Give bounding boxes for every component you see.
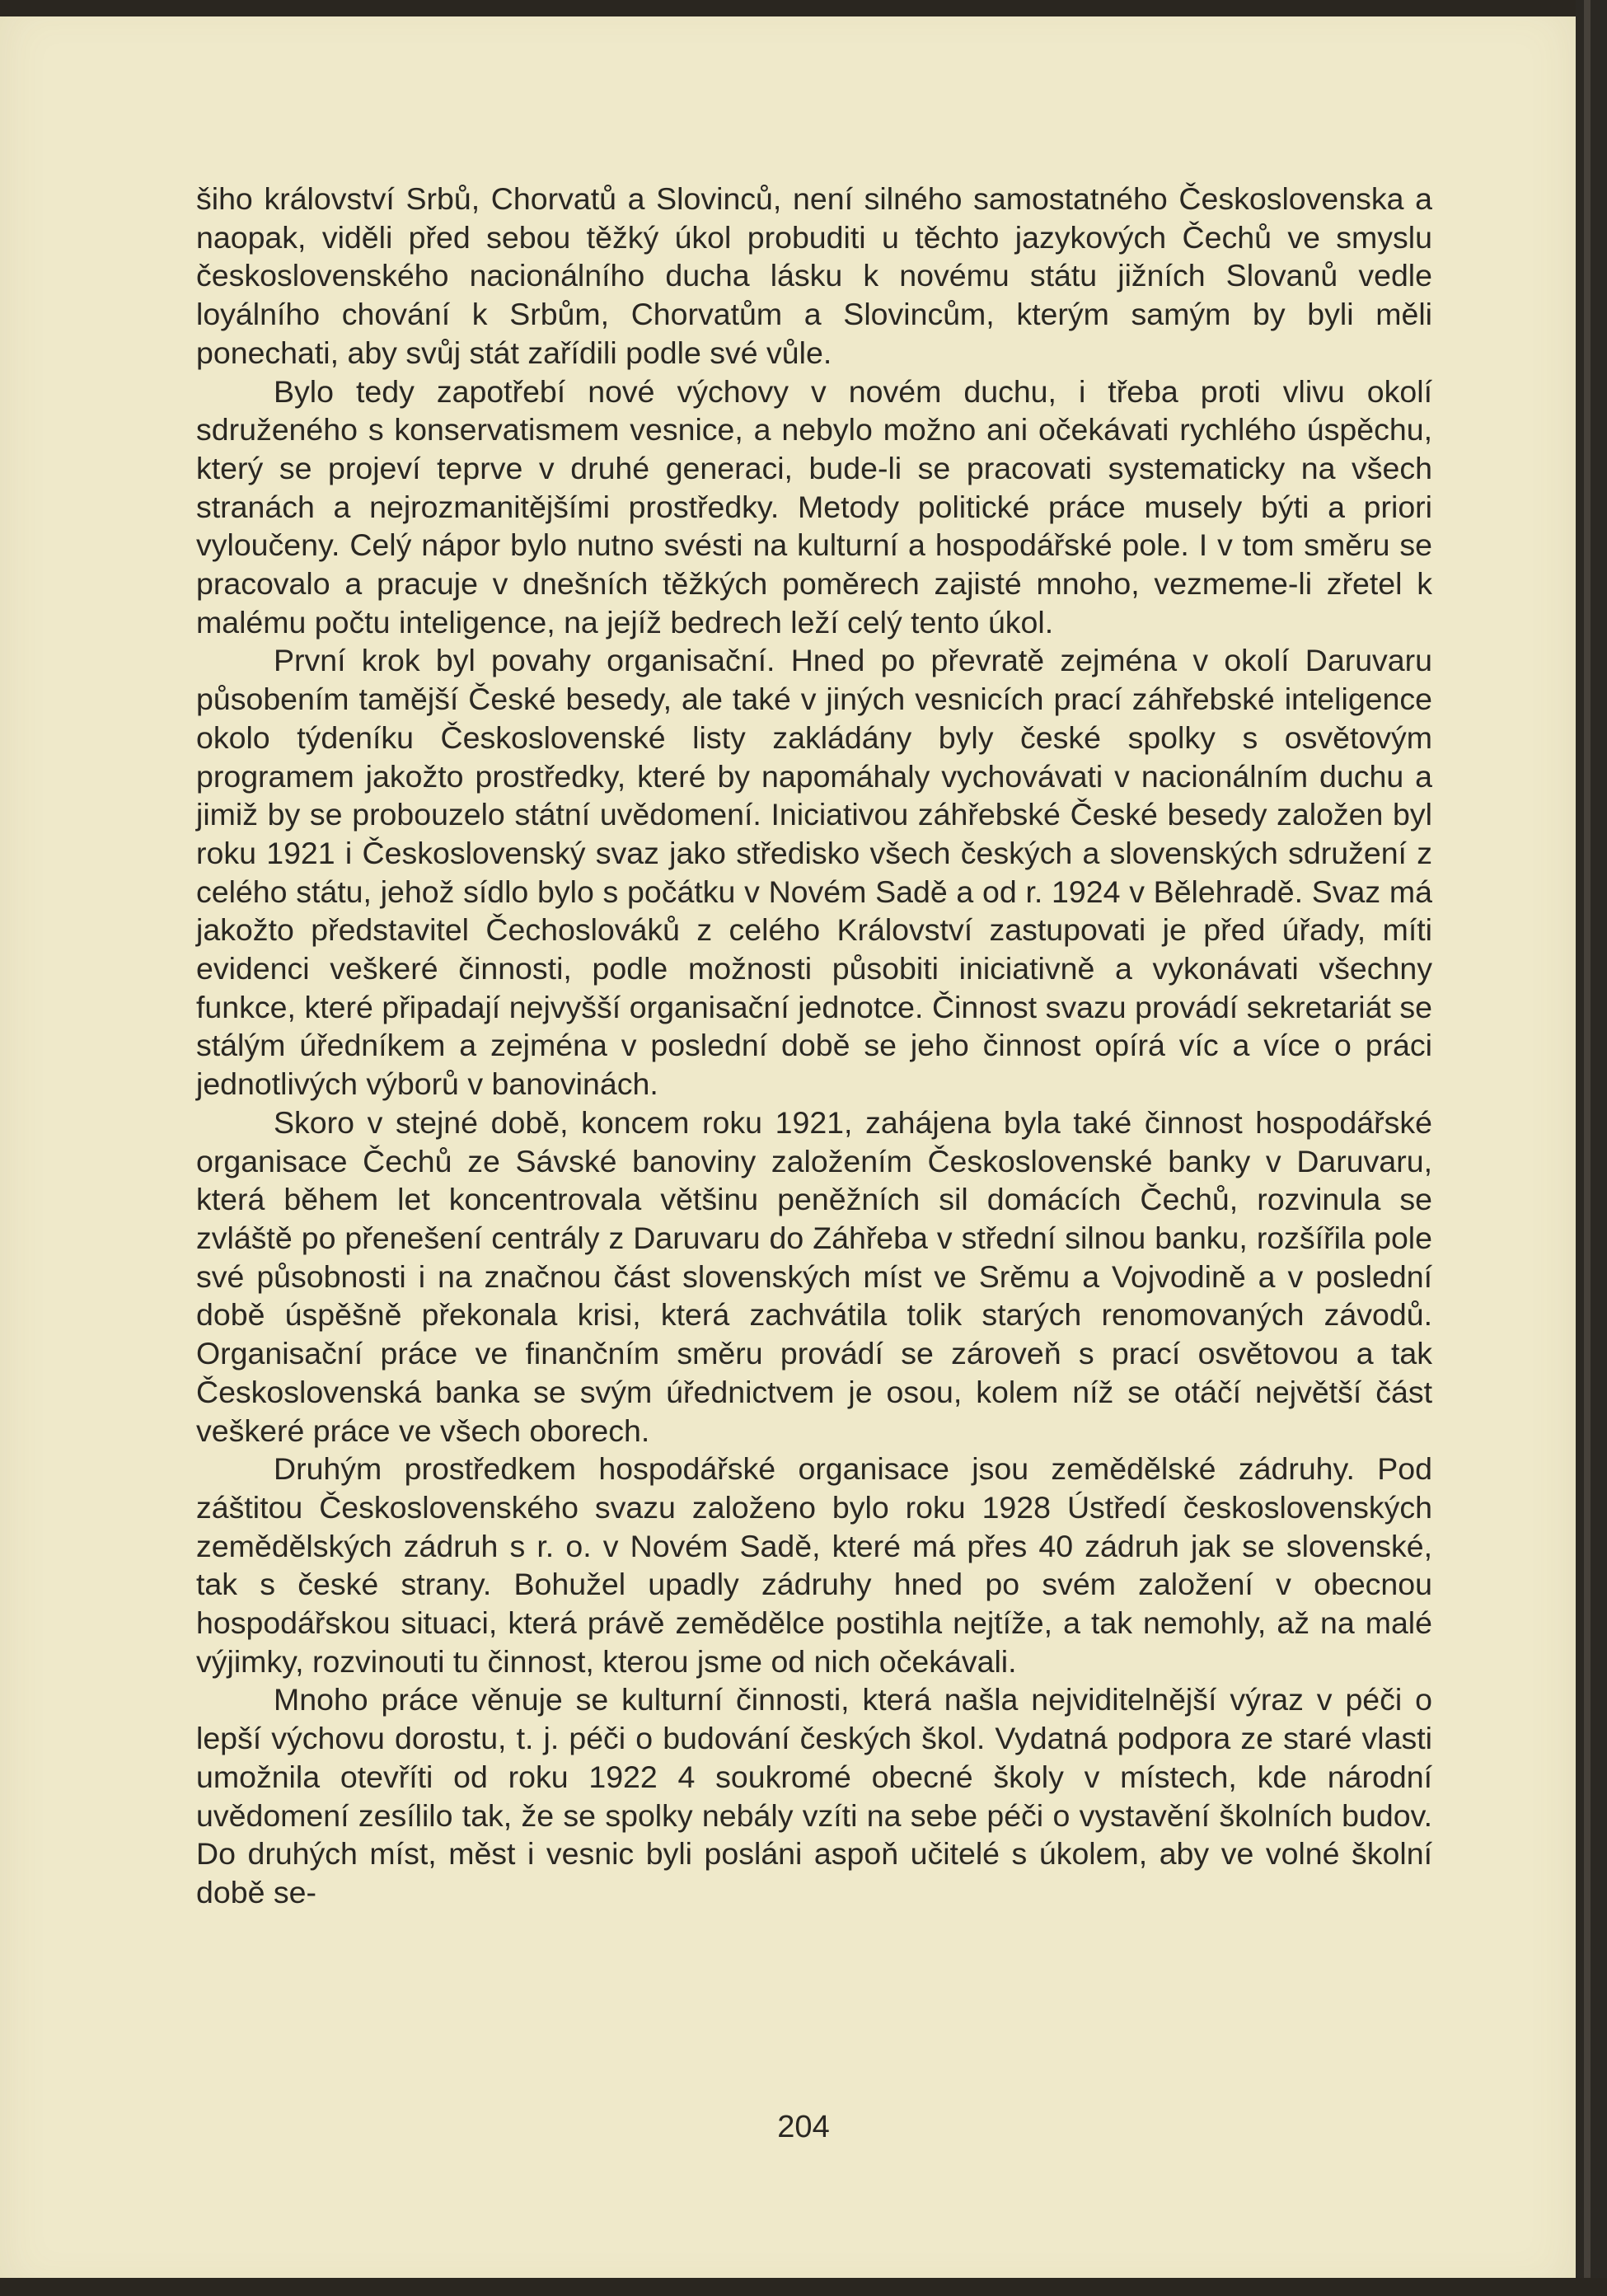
paragraph-2: Bylo tedy zapotřebí nové výchovy v novém duchu, i třeba proti vlivu okolí sdruženého s konservatismem vesnice, a nebylo možno ani očekávati rychlého úspěchu, který se projeví teprve v druhé generaci, bude-li se pracovati systematicky na všech stranách a nejrozmanitějšími prostředky. Metody politické práce musely býti a priori vyloučeny. Celý nápor bylo nutno svésti na kulturní a hospodářské pole. I v tom směru se pracovalo a pracuje v dnešních těžkých poměrech zajisté mnoho, vezmeme-li zřetel k malému počtu inteligence, na jejíž bedrech leží celý tento úkol. xyxy=(196,373,1432,640)
paragraph-4: Skoro v stejné době, koncem roku 1921, zahájena byla také činnost hospodářské organisace Čechů ze Sávské banoviny založením Československé banky v Daruvaru, která během let koncentrovala většinu peněžních sil domácích Čechů, rozvinula se zvláště po přenešení centrály z Daruvaru do Záhřeba v střední silnou banku, rozšířila pole své působnosti i na značnou část slovenských míst ve Srěmu a Vojvodině a v poslední době úspěšně překonala krisi, která zachvátila tolik starých renomovaných závodů. Organisační práce ve finančním směru provádí se zároveň s prací osvětovou a tak Československá banka se svým úřednictvem je osou, kolem níž se otáčí největší část veškeré práce ve všech oborech. xyxy=(196,1104,1432,1448)
scan-right-border xyxy=(1576,0,1607,2296)
scan-bottom-border xyxy=(0,2278,1607,2296)
page-edge-strip xyxy=(1584,0,1591,2296)
paragraph-1: šiho království Srbů, Chorvatů a Slovinců, není silného samostatného Československa a naopak, viděli před sebou těžký úkol probuditi u těchto jazykových Čechů ve smyslu československého nacionálního ducha lásku k novému státu jižních Slovanů vedle loyálního chování k Srbům, Chorvatům a Slovincům, kterým samým by byli měli ponechati, aby svůj stát zařídili podle své vůle. xyxy=(196,181,1432,370)
scan-top-border xyxy=(0,0,1607,16)
paragraph-5: Druhým prostředkem hospodářské organisace jsou zemědělské zádruhy. Pod záštitou Československého svazu založeno bylo roku 1928 Ústředí československých zemědělských zádruh s r. o. v Novém Sadě, které má přes 40 zádruh jak se slovenské, tak s české strany. Bohužel upadly zádruhy hned po svém založení v obecnou hospodářskou situaci, která právě zemědělce postihla nejtíže, a tak nemohly, až na malé výjimky, rozvinouti tu činnost, kterou jsme od nich očekávali. xyxy=(196,1451,1432,1679)
paragraph-6: Mnoho práce věnuje se kulturní činnosti, která našla nejviditelnější výraz v péči o lepší výchovu dorostu, t. j. péči o budování českých škol. Vydatná podpora ze staré vlasti umožnila otevříti od roku 1922 4 soukromé obecné školy v místech, kde národní uvědomení zesílilo tak, že se spolky nebály vzíti na sebe péči o vystavění školních budov. Do druhých míst, měst i vesnic byli posláni aspoň učitelé s úkolem, aby ve volné školní době se- xyxy=(196,1682,1432,1909)
page-number: 204 xyxy=(777,2110,830,2144)
paragraph-3: První krok byl povahy organisační. Hned po převratě zejména v okolí Daruvaru působením tamější České besedy, ale také v jiných vesnicích prací záhřebské inteligence okolo týdeníku Československé listy zakládány byly české spolky s osvětovým programem jakožto prostředky, které by napomáhaly vychovávati v nacionálním duchu a jimiž by se probouzelo státní uvědomení. Iniciativou záhřebské České besedy založen byl roku 1921 i Československý svaz jako středisko všech českých a slovenských sdružení z celého státu, jehož sídlo bylo s počátku v Novém Sadě a od r. 1924 v Bělehradě. Svaz má jakožto představitel Čechoslováků z celého Království zastupovati je před úřady, míti evidenci veškeré činnosti, podle možnosti působiti iniciativně a vykonávati všechny funkce, které připadají nejvyšší organisační jednotce. Činnost svazu provádí sekretariát se stálým úředníkem a zejména v poslední době se jeho činnost opírá víc a více o práci jednotlivých výborů v banovinách. xyxy=(196,643,1432,1102)
body-text xyxy=(196,180,1432,1912)
